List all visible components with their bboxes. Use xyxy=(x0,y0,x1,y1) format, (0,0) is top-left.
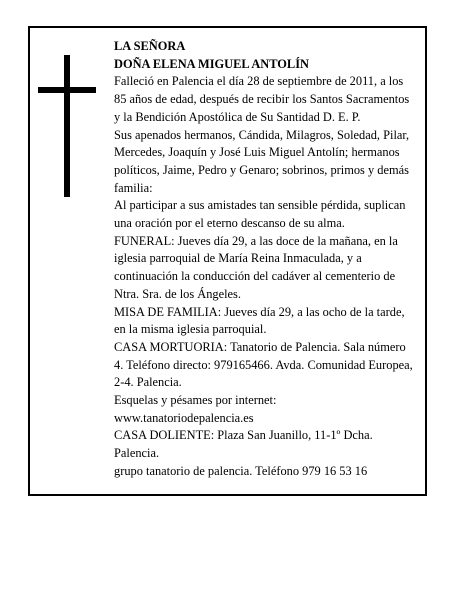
cross-icon xyxy=(38,55,96,197)
obituary-title: LA SEÑORA xyxy=(114,39,186,53)
obituary-text xyxy=(114,38,414,481)
mourning-home: CASA DOLIENTE: Plaza San Juanillo, 11-1º Dcha. Palencia. xyxy=(114,428,373,461)
deceased-name: DOÑA ELENA MIGUEL ANTOLÍN xyxy=(114,56,309,71)
funeral-home-footer: grupo tanatorio de palencia. Teléfono 979 16 53 16 xyxy=(114,463,368,478)
cross-vertical-bar xyxy=(64,55,70,197)
death-announcement: Falleció en Palencia el día 28 de septiembre de 2011, a los 85 años de edad, después de recibir los Santos Sacramentos y la Bendición Apostólica de Su Santidad D. E. P. xyxy=(114,74,410,124)
mortuary-details: CASA MORTUORIA: Tanatorio de Palencia. Sala número 4. Teléfono directo: 979165466. Avda. Comunidad Europea, 2-4. Palencia. xyxy=(114,339,413,390)
family-mass-details: MISA DE FAMILIA: Jueves día 29, a las ocho de la tarde, en la misma iglesia parroquial. xyxy=(114,304,405,337)
prayer-request: Al participar a sus amistades tan sensible pérdida, suplican una oración por el eterno descanso de su alma. xyxy=(114,198,406,231)
internet-condolences: Esquelas y pésames por internet: www.tanatoriodepalencia.es xyxy=(114,393,277,425)
family-list: Sus apenados hermanos, Cándida, Milagros, Soledad, Pilar, Mercedes, Joaquín y José Luis Miguel Antolín; hermanos políticos, Jaime, Pedro y Genaro; sobrinos, primos y demás familia: xyxy=(114,127,410,195)
cross-horizontal-bar xyxy=(38,87,96,93)
funeral-details: FUNERAL: Jueves día 29, a las doce de la mañana, en la iglesia parroquial de María Reina Inmaculada, y a continuación la conducción del cadáver al cementerio de Ntra. Sra. de los Ángeles. xyxy=(114,233,398,301)
